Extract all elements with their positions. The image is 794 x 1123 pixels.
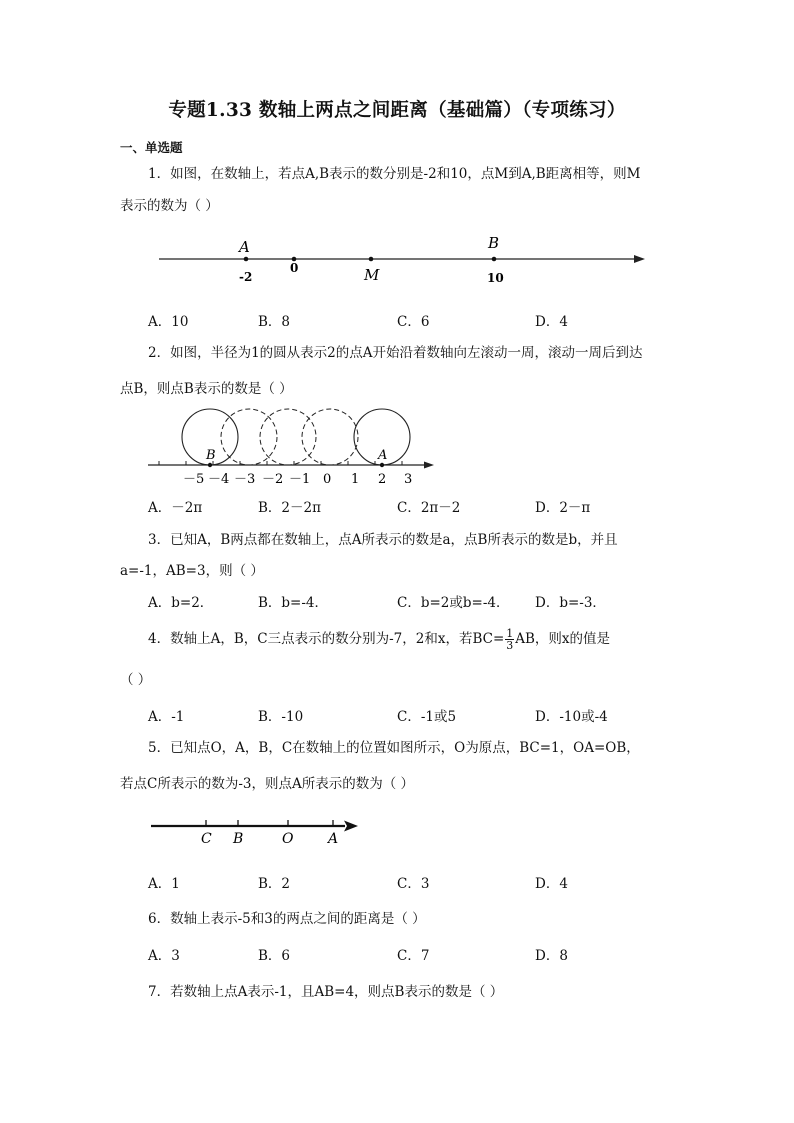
q5-option-a: A．1	[148, 876, 180, 892]
q1-text-line2: 表示的数为（ ）	[120, 198, 219, 214]
q2-tick-label: 1	[351, 472, 360, 487]
q4-text-part2: AB，则x的值是	[515, 631, 611, 647]
q7-text-line1: 7．若数轴上点A表示-1，且AB=4，则点B表示的数是（ ）	[148, 984, 504, 1000]
q1-point-a	[244, 257, 249, 262]
q6-text-line1: 6．数轴上表示-5和3的两点之间的距离是（ ）	[148, 911, 426, 927]
q3-option-d: D．b=-3．	[535, 595, 606, 611]
q1-point-m	[369, 257, 374, 262]
q5-option-b: B．2	[258, 876, 291, 892]
q2-circle-dashed-3	[302, 409, 358, 465]
q2-tick-label: －2	[262, 472, 284, 487]
q5-option-c: C．3	[397, 876, 430, 892]
q2-label-a: A	[378, 448, 388, 463]
q2-option-d: D．2－π	[535, 500, 591, 516]
q5-number-line-figure	[0, 812, 794, 852]
q2-rolling-circle-figure	[0, 405, 794, 485]
q2-tick-label: －1	[289, 472, 311, 487]
q2-tick-label: 2	[378, 472, 387, 487]
q2-point-b	[208, 463, 212, 467]
q4-text-part1: 4．数轴上A，B，C三点表示的数分别为-7，2和x，若BC=	[148, 631, 505, 647]
q1-label-m: M	[364, 266, 380, 284]
q4-option-b: B．-10	[258, 709, 304, 725]
q1-option-a: A．10	[148, 314, 189, 330]
q3-text-line2: a=-1，AB=3，则（ ）	[120, 563, 264, 579]
q1-number-line-figure	[0, 234, 794, 294]
q2-text-line1: 2．如图，半径为1的圆从表示2的点A开始沿着数轴向左滚动一周，滚动一周后到达	[148, 345, 643, 361]
q3-option-b: B．b=-4．	[258, 595, 329, 611]
q1-point-b	[492, 257, 497, 262]
q1-label-a: A	[239, 238, 250, 256]
q1-text-line1: 1．如图，在数轴上，若点A,B表示的数分别是-2和10，点M到A,B距离相等，则M	[148, 166, 641, 182]
q4-text-line2: （ ）	[120, 672, 152, 688]
q5-label-o: O	[282, 831, 294, 847]
q3-text-line1: 3．已知A，B两点都在数轴上，点A所表示的数是a，点B所表示的数是b，并且	[148, 532, 618, 548]
q1-num-0: 0	[290, 261, 299, 275]
q1-axis-arrow	[634, 255, 645, 263]
q5-option-d: D．4	[535, 876, 568, 892]
q1-label-b: B	[488, 234, 500, 252]
q6-option-b: B．6	[258, 948, 291, 964]
q2-axis-arrow	[424, 462, 434, 469]
q4-option-d: D．-10或-4	[535, 709, 608, 725]
section-heading: 一、单选题	[120, 140, 183, 155]
q2-tick-label: －3	[234, 472, 256, 487]
q5-label-a: A	[328, 831, 339, 847]
q2-tick-label: －5	[183, 472, 205, 487]
q5-label-c: C	[201, 831, 212, 847]
q5-text-line1: 5．已知点O，A，B，C在数轴上的位置如图所示，O为原点，BC=1，OA=OB，	[148, 740, 640, 756]
page-title: 专题1.33 数轴上两点之间距离（基础篇）（专项练习）	[168, 100, 626, 121]
q4-option-c: C．-1或5	[397, 709, 457, 725]
q1-num-b: 10	[487, 271, 504, 285]
q4-option-a: A．-1	[148, 709, 185, 725]
q2-option-a: A．－2π	[148, 500, 203, 516]
q1-option-b: B．8	[258, 314, 291, 330]
q2-text-line2: 点B，则点B表示的数是（ ）	[120, 381, 293, 397]
q5-label-b: B	[233, 831, 244, 847]
q1-num-a: -2	[239, 270, 253, 284]
q5-axis-arrow	[344, 821, 358, 832]
q1-option-c: C．6	[397, 314, 430, 330]
q2-tick-label: －4	[208, 472, 230, 487]
q6-option-c: C．7	[397, 948, 430, 964]
q1-option-d: D．4	[535, 314, 568, 330]
q2-tick-label: 3	[404, 472, 413, 487]
q2-point-a	[380, 463, 384, 467]
q6-option-d: D．8	[535, 948, 568, 964]
q6-option-a: A．3	[148, 948, 180, 964]
q4-fraction-denominator: 3	[506, 639, 514, 652]
q5-text-line2: 若点C所表示的数为-3，则点A所表示的数为（ ）	[120, 776, 415, 792]
q3-option-a: A．b=2．	[148, 595, 214, 611]
q3-option-c: C．b=2或b=-4．	[397, 595, 510, 611]
q4-fraction	[505, 628, 514, 651]
q2-tick-label: 0	[323, 472, 332, 487]
q2-option-b: B．2－2π	[258, 500, 321, 516]
q4-fraction-numerator: 1	[506, 627, 514, 640]
q2-label-b: B	[206, 448, 216, 463]
q4-text-line1	[148, 627, 610, 651]
q2-option-c: C．2π－2	[397, 500, 461, 516]
